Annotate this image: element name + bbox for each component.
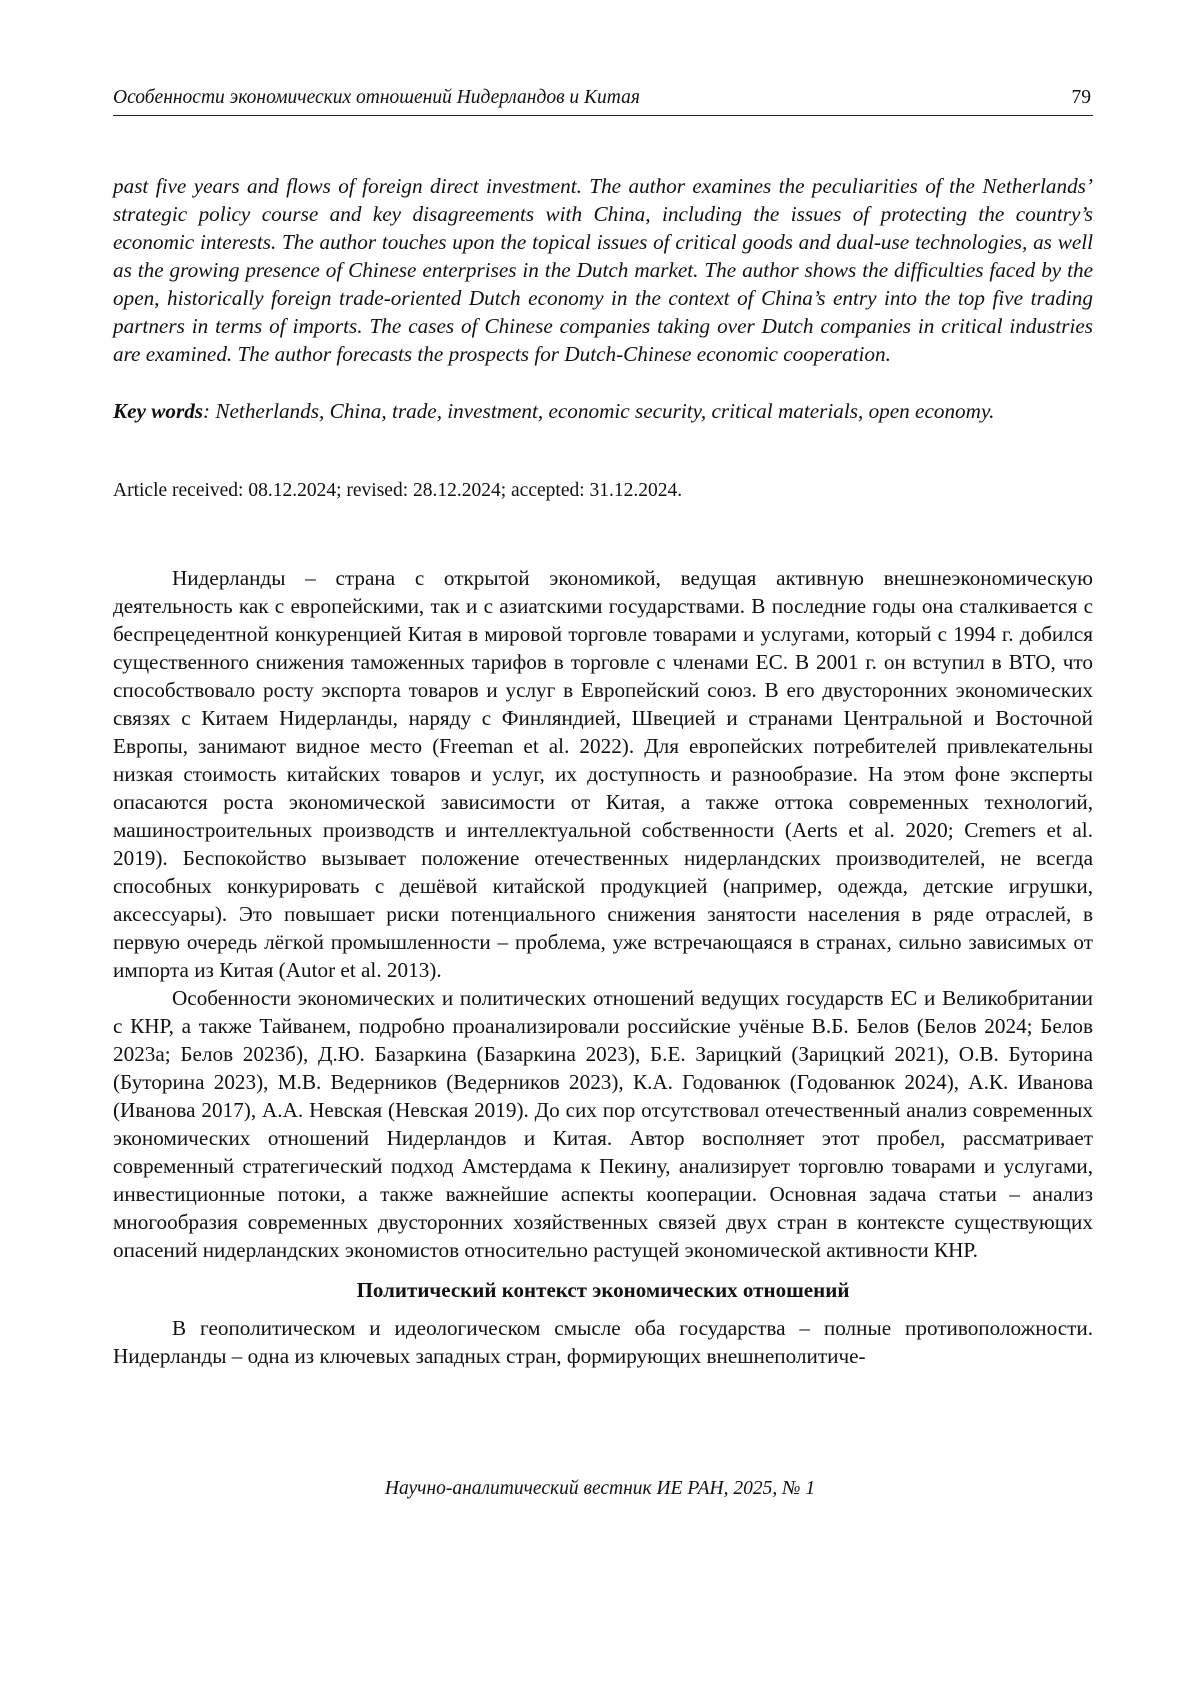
body-paragraph-2: Особенности экономических и политических отношений ведущих государств ЕС и Великобритании с КНР, а также Тайванем, подробно проанализировали российские учёные В.Б. Белов (Белов 2024; Белов 2023а; Белов 2023б), Д.Ю. Базаркина (Базаркина 2023), Б.Е. Зарицкий (Зарицкий 2021), О.В. Буторина (Буторина 2023), М.В. Ведерников (Ведерников 2023), К.А. Годованюк (Годованюк 2024), А.К. Иванова (Иванова 2017), А.А. Невская (Невская 2019). До сих пор отсутствовал отечественный анализ современных экономических отношений Нидерландов и Китая. Автор восполняет этот пробел, рассматривает современный стратегический подход Амстердама к Пекину, анализирует торговлю товарами и услугами, инвестиционные потоки, а также важнейшие аспекты кооперации. Основная задача статьи – анализ многообразия современных двусторонних хозяйственных связей двух стран в контексте существующих опасений нидерландских экономистов относительно растущей экономической активности КНР. [113, 986, 1093, 1262]
running-header [113, 85, 1093, 116]
body-paragraph-3: В геополитическом и идеологическом смысле оба государства – полные противоположности. Нидерланды – одна из ключевых западных стран, формирующих внешнеполитиче- [113, 1316, 1093, 1368]
running-title: Особенности экономических отношений Нидерландов и Китая [113, 87, 640, 108]
article-dates: Article received: 08.12.2024; revised: 28.12.2024; accepted: 31.12.2024. [113, 480, 683, 501]
abstract-text: past five years and flows of foreign direct investment. The author examines the peculiarities of the Netherlands’ strategic policy course and key disagreements with China, including the issues of protecting the country’s economic interests. The author touches upon the topical issues of critical goods and dual-use technologies, as well as the growing presence of Chinese enterprises in the Dutch market. The author shows the difficulties faced by the open, historically foreign trade-oriented Dutch economy in the context of China’s entry into the top five trading partners in terms of imports. The cases of Chinese companies taking over Dutch companies in critical industries are examined. The author forecasts the prospects for Dutch-Chinese economic cooperation. [113, 174, 1093, 366]
body-paragraph-1: Нидерланды – страна с открытой экономикой, ведущая активную внешнеэкономическую деятельность как с европейскими, так и с азиатскими государствами. В последние годы она сталкивается с беспрецедентной конкуренцией Китая в мировой торговле товарами и услугами, который с 1994 г. добился существенного снижения таможенных тарифов в торговле с членами ЕС. В 2001 г. он вступил в ВТО, что способствовало росту экспорта товаров и услуг в Европейский союз. В его двусторонних экономических связях с Китаем Нидерланды, наряду с Финляндией, Швецией и странами Центральной и Восточной Европы, занимают видное место (Freeman et al. 2022). Для европейских потребителей привлекательны низкая стоимость китайских товаров и услуг, их доступность и разнообразие. На этом фоне эксперты опасаются роста экономической зависимости от Китая, а также оттока современных технологий, машиностроительных производств и интеллектуальной собственности (Aerts et al. 2020; Cremers et al. 2019). Беспокойство вызывает положение отечественных нидерландских производителей, не всегда способных конкурировать с дешёвой китайской продукцией (например, одежда, детские игрушки, аксессуары). Это повышает риски потенциального снижения занятости населения в ряде отраслей, в первую очередь лёгкой промышленности – проблема, уже встречающаяся в странах, сильно зависимых от импорта из Китая (Autor et al. 2013). [113, 566, 1093, 982]
article-body [113, 564, 1093, 1370]
keywords [113, 397, 1093, 425]
section-heading: Политический контекст экономических отношений [356, 1278, 850, 1302]
page-number: 79 [1071, 87, 1091, 108]
keywords-text: : Netherlands, China, trade, investment, economic security, critical materials, open economy. [203, 399, 995, 423]
journal-footer: Научно-аналитический вестник ИЕ РАН, 2025, № 1 [384, 1478, 816, 1499]
keywords-label: Key words [113, 399, 204, 423]
